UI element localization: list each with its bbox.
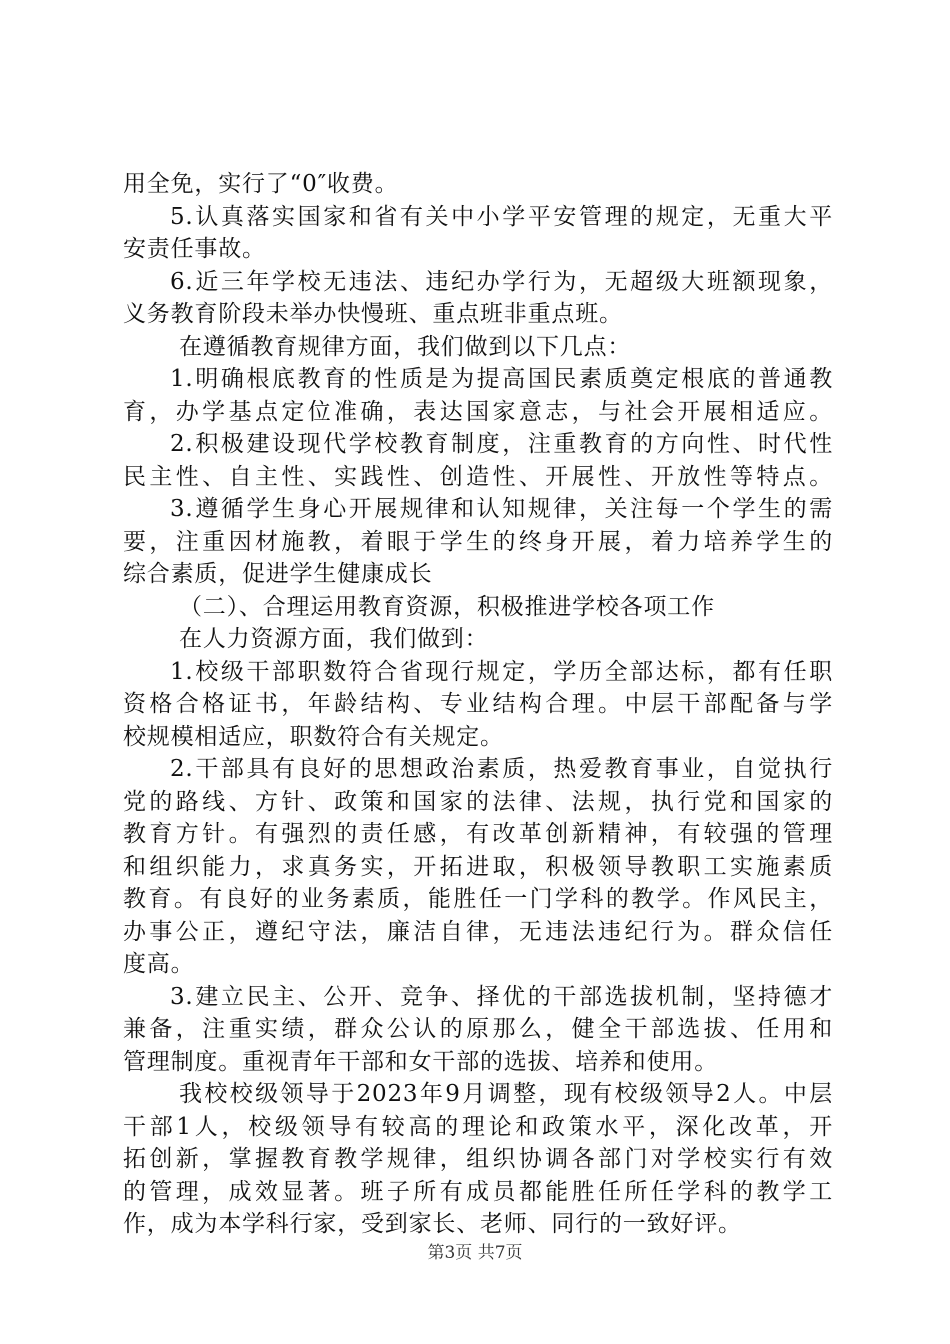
text-line: 综合素质，促进学生健康成长 <box>123 561 433 587</box>
text-line: 5.认真落实国家和省有关中小学平安管理的规定，无重大平 <box>170 203 833 230</box>
text-line: 义务教育阶段未举办快慢班、重点班非重点班。 <box>123 301 623 327</box>
text-line: 2.积极建设现代学校教育制度，注重教育的方向性、时代性 <box>170 431 833 457</box>
section-heading: （二）、合理运用教育资源，积极推进学校各项工作 <box>179 593 715 620</box>
text-line: 教育。有良好的业务素质，能胜任一门学科的教学。作风民主， <box>123 886 833 912</box>
text-line: 育，办学基点定位准确，表达国家意志，与社会开展相适应。 <box>123 398 833 425</box>
text-line: 资格合格证书，年龄结构、专业结构合理。中层干部配备与学 <box>123 691 833 717</box>
text-line: 1.校级干部职数符合省现行规定，学历全部达标，都有任职 <box>170 658 833 685</box>
text-line: 教育方针。有强烈的责任感，有改革创新精神，有较强的管理 <box>123 821 833 847</box>
text-line: 2.干部具有良好的思想政治素质，热爱教育事业，自觉执行 <box>170 756 833 782</box>
text-line: 3.遵循学生身心开展规律和认知规律，关注每一个学生的需 <box>170 496 833 522</box>
text-line: 作，成为本学科行家，受到家长、老师、同行的一致好评。 <box>123 1211 742 1237</box>
text-line: 拓创新，掌握教育教学规律，组织协调各部门对学校实行有效 <box>123 1146 833 1172</box>
text-line: 和组织能力，求真务实，开拓进取，积极领导教职工实施素质 <box>123 853 833 880</box>
text-line: 管理制度。重视青年干部和女干部的选拔、培养和使用。 <box>123 1048 718 1075</box>
text-line: 的管理，成效显著。班子所有成员都能胜任所任学科的教学工 <box>123 1178 833 1205</box>
page-number-footer: 第3页 共7页 <box>427 1243 523 1263</box>
text-line: 度高。 <box>123 951 195 977</box>
body-text <box>123 168 833 1241</box>
text-line: 1.明确根底教育的性质是为提高国民素质奠定根底的普通教 <box>170 366 833 392</box>
text-line: 校规模相适应，职数符合有关规定。 <box>123 723 504 750</box>
text-line: 党的路线、方针、政策和国家的法律、法规，执行党和国家的 <box>123 788 833 815</box>
text-line: 干部1人，校级领导有较高的理论和政策水平，深化改革，开 <box>123 1113 833 1140</box>
text-line: 民主性、自主性、实践性、创造性、开展性、开放性等特点。 <box>123 463 833 490</box>
text-line: 要，注重因材施教，着眼于学生的终身开展，着力培养学生的 <box>123 528 833 555</box>
text-line: 6.近三年学校无违法、违纪办学行为，无超级大班额现象， <box>170 268 833 295</box>
text-line: 我校校级领导于2023年9月调整，现有校级领导2人。中层 <box>179 1081 833 1107</box>
text-line: 办事公正，遵纪守法，廉洁自律，无违法违纪行为。群众信任 <box>123 918 833 945</box>
text-line: 3.建立民主、公开、竞争、择优的干部选拔机制，坚持德才 <box>170 983 833 1010</box>
text-line: 用全免，实行了“0″收费。 <box>123 171 399 197</box>
text-line: 在人力资源方面，我们做到： <box>179 626 489 652</box>
text-line: 兼备，注重实绩，群众公认的原那么，健全干部选拔、任用和 <box>123 1016 833 1042</box>
text-line: 在遵循教育规律方面，我们做到以下几点： <box>179 333 632 360</box>
text-line: 安责任事故。 <box>123 236 266 262</box>
